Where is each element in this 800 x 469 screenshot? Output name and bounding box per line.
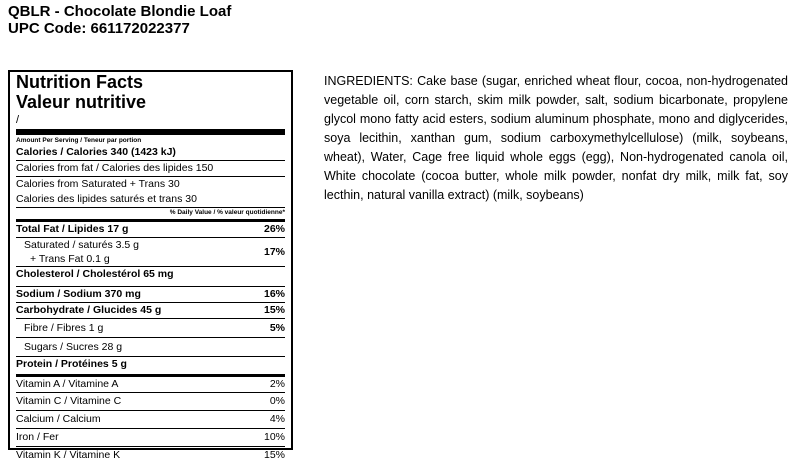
fibre-label: Fibre / Fibres 1 g — [24, 322, 104, 334]
calories-from-fat-row: Calories from fat / Calories des lipides 150 — [16, 160, 285, 176]
vitamin-a-dv: 2% — [269, 378, 285, 390]
sodium-label: Sodium / Sodium 370 mg — [16, 288, 141, 300]
ingredients-text: INGREDIENTS: Cake base (sugar, enriched wheat flour, cocoa, non-hydrogenated vegetable oil, corn starch, skim milk powder, salt, sodium bicarbonate, propylene glycol mono fatty acid esters, sodium aluminum phosphate, mono and diglycerides, soya lecithin, xanthan gum, sodium carboxymethylcellulose) (milk, soybeans, wheat), Water, Cage free liquid whole eggs (egg), Non-hydrogenated canola oil, White chocolate (cocoa butter, whole milk powder, nonfat dry milk, milk fat, soy lecthin, natural vanilla extract) (milk, soybeans) — [324, 74, 788, 202]
protein-label: Protein / Protéines 5 g — [16, 358, 127, 370]
calories-row: Calories / Calories 340 (1423 kJ) — [16, 146, 176, 158]
per-serving-label: Amount Per Serving / Teneur par portion — [16, 130, 285, 145]
nutrition-facts-panel — [8, 70, 293, 461]
total-fat-label: Total Fat / Lipides 17 g — [16, 223, 129, 235]
saturated-dv: 17% — [263, 246, 285, 258]
sodium-row — [16, 286, 285, 302]
total-fat-dv: 26% — [263, 223, 285, 235]
sugars-row — [16, 337, 285, 356]
calories-saturated-fr: Calories des lipides saturés et trans 30 — [16, 193, 197, 205]
fibre-dv: 5% — [269, 322, 285, 334]
cholesterol-row — [16, 266, 285, 282]
vitamin-c-row — [16, 392, 285, 410]
product-header — [8, 3, 231, 37]
vitamin-c-dv: 0% — [269, 395, 285, 407]
vitamin-a-row — [16, 374, 285, 392]
protein-row — [16, 356, 285, 372]
calcium-dv: 4% — [269, 413, 285, 425]
vitamin-c-label: Vitamin C / Vitamine C — [16, 395, 122, 407]
saturated-row — [16, 237, 285, 266]
vitamin-k-label: Vitamin K / Vitamine K — [16, 449, 121, 461]
upc-code: UPC Code: 661172022377 — [8, 20, 190, 37]
cholesterol-label: Cholesterol / Cholestérol 65 mg — [16, 268, 174, 280]
daily-value-header: % Daily Value / % valeur quotidienne* — [16, 207, 285, 217]
sugars-label: Sugars / Sucres 28 g — [24, 341, 123, 353]
total-fat-row — [16, 219, 285, 237]
calories-saturated-en: Calories from Saturated + Trans 30 — [16, 178, 180, 190]
serving-size: / — [16, 112, 285, 130]
vitamin-k-dv: 15% — [263, 449, 285, 461]
carbohydrate-row — [16, 302, 285, 318]
sodium-dv: 16% — [263, 288, 285, 300]
calories-saturated-row — [16, 176, 285, 207]
iron-label: Iron / Fer — [16, 431, 59, 443]
saturated-label: Saturated / saturés 3.5 g — [24, 239, 139, 251]
vitamin-a-label: Vitamin A / Vitamine A — [16, 378, 119, 390]
product-title: QBLR - Chocolate Blondie Loaf — [8, 3, 232, 20]
fibre-row — [16, 318, 285, 337]
trans-fat-label: + Trans Fat 0.1 g — [30, 253, 110, 265]
iron-row — [16, 428, 285, 446]
nutrition-title-en: Nutrition Facts — [16, 72, 144, 92]
calcium-label: Calcium / Calcium — [16, 413, 101, 425]
carbohydrate-dv: 15% — [263, 304, 285, 316]
vitamin-k-row — [16, 446, 285, 464]
iron-dv: 10% — [263, 431, 285, 443]
calcium-row — [16, 410, 285, 428]
nutrition-title-fr: Valeur nutritive — [16, 92, 147, 112]
carbohydrate-label: Carbohydrate / Glucides 45 g — [16, 304, 162, 316]
